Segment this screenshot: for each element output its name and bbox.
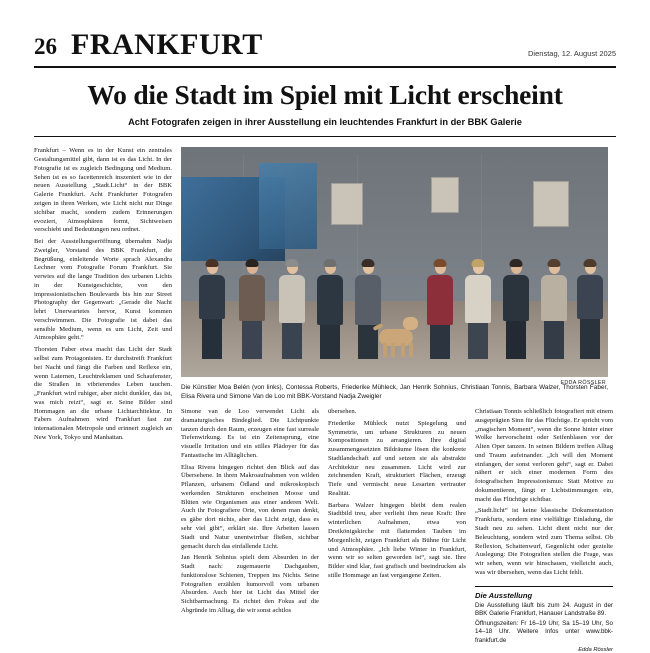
paragraph: Christiaan Tonnis schließlich fotografiert mit einem ausgeprägten Sinn für das Flüchtige. Er spricht vom „magischen Moment“, wenn die Sonne hinter einer Wolke hervorscheint oder Seifenblasen vor der Alten Oper tanzen. In seinen Bildern treffen Alltag und Traum aufeinander. „Ich will den Moment einfangen, der sonst verloren geht“, sagt er. Dabei nähert er sich einer modernen Form des fotografischen Impressionismus: Statt Motive zu dokumentieren, fängt er Lichtstimmungen ein, macht das Flüchtige sichtbar. [475,408,613,503]
info-box-title: Die Ausstellung [475,590,533,600]
person-figure [199,261,225,359]
person-figure [427,261,453,359]
artwork-frame [331,183,363,225]
info-box [475,586,613,653]
paragraph: Thorsten Faber etwa macht das Licht der Stadt selbst zum Protagonisten. Er durchstreift Frankfurt bei Nacht und fängt die Farben und Reflexe ein, wenn Laternen, Leuchtreklamen und Schaufenster, die Straßen in vibrierendes Leben tauchen. „Frankfurt wird ruhiger, aber nicht dunkler, das ist, was mich reizt“, sagt er. Seine Bilder sind Hommagen an die urbane Lichtarchitektur. In Fabers Aufnahmen wird Frankfurt fast zur internationalen Metropole und erinnert zugleich an New York, Tokyo und Manhattan. [34,346,172,441]
photo-caption: Die Künstler Moa Belén (von links), Contessa Roberts, Friederike Mühleck, Jan Henrik Sohnius, Christiaan Tonnis, Barbara Walzer, Thorsten Faber, Elisa Rivera und Simone Van de Loo mit BBK-Vorstand Nadja Zweigler [181,384,608,400]
person-figure [577,261,603,359]
group-photo [181,147,608,377]
paragraph: „Stadt.licht“ ist keine klassische Dokumentation Frankfurts, sondern eine vielfältige Einladung, die Stadt neu zu sehen. Licht dient nicht nur der Beleuchtung, sondern wird zum Thema selbst. Ob Reflexion, Schattenwurf, Gegenlicht oder gezielte Auslegung: Die Fotografien stellen die Frage, was wir sehen, wenn wir hinschauen, vielleicht auch, was wir übersehen, wenn das Licht fehlt. [475,507,613,576]
issue-date: Dienstag, 12. August 2025 [528,49,616,58]
paragraph: Bei der Ausstellungseröffnung übernahm Nadja Zweigler, Vorstand des BBK Frankfurt, die Begrüßung, einleitende Worte sprach Alexandra Lechner vom Fotografie Forum Frankfurt. Sie verwies auf die lange Tradition des urbanen Lichts in der Kunstgeschichte, von den impressionistischen Boulevards bis hin zur Street Photography der Gegenwart: „Gerade die Nacht lehrt Unerwartetes hervor, Kunst kommen verschwimmen. Die Fotografie ist dabei das sensible Medium, wenn es um Licht, Zeit und Atmosphäre geht.“ [34,238,172,342]
paragraph: Frankfurt – Wenn es in der Kunst ein zentrales Gestaltungsmittel gibt, dann ist es das Licht. In der Fotografie ist es zugleich Bedingung und Medium. Sehen ist es so facettenreich inszeniert wie in der neuen Ausstellung „Stadt.Licht“ in der BBK Galerie Frankfurt. Acht Frankfurter Fotografen zeigen in ihren Werken, wie Licht nicht nur Dinge sichtbar macht, sondern zudem Erinnerungen evoziert, Atmosphären formt, Sichtweisen verschiebt und Bedeutungen neu ordnet. [34,147,172,234]
artwork-frame [431,177,459,213]
person-figure [503,261,529,359]
subheadline: Acht Fotografen zeigen in ihrer Ausstellung ein leuchtendes Frankfurt in der BBK Galerie [34,117,616,138]
paragraph: Friederike Mühleck nutzt Spiegelung und Symmetrie, um urbane Strukturen zu neuen Kompositionen zu arrangieren. Ihre digital zusammengesetzten Bildräume lösen die konkrete Stadtlandschaft auf und setzen sie als abstrakte Architektur neu zusammen. Licht wird zur zeichnenden Kraft, strukturiert Flächen, erzeugt Tiefe und vermischt neue Lesarten vertrauter Realität. [328,419,466,497]
lower-columns [181,408,613,653]
person-figure [279,261,305,359]
paragraph: Barbara Walzer hingegen bleibt dem realen Stadtbild treu, aber verlieht ihm neue Kraft: Ihre winterlichen Aufnahmen, etwa von Dreikönigskirche mit flatternden Tauben im Morgenlicht, zeigen Frankfurt als Bühne für Licht und Atmosphäre. „Ich liebe Winter in Frankfurt, wenn wir so selten geworden ist“, sagt sie. Ihre Bilder sind klar, fast grafisch und beeindrucken als stille Hommage an fast vergangene Zeiten. [328,501,466,579]
person-figure [239,261,265,359]
person-figure [465,261,491,359]
info-box-paragraph: Öffnungszeiten: Fr 16–19 Uhr, Sa 15–19 Uhr, So 14–18 Uhr. Weitere Infos unter www.bbk-frankfurt.de [475,620,613,644]
artwork-frame [533,181,569,227]
section-title: FRANKFURT [71,28,263,61]
column-2 [181,408,319,619]
info-box-paragraph: Die Ausstellung läuft bis zum 24. August in der BBK Galerie Frankfurt, Hanauer Landstraße 89. [475,601,613,617]
headline: Wo die Stadt im Spiel mit Licht erscheint [87,79,563,110]
paragraph: Jan Henrik Sohnius spielt dem Absurden in der Stadt nach: zugemauerte Dachgauben, funktionslose Schienen, Treppen ins Nichts. Seine Fotografien erzählen humorvoll vom urbanen Absurden. Auch hier ist Licht das Mittel der Sichtbarmachung. Es richtet den Fokus auf die Abgründe im Alltag, die wir sonst achtlos [181,554,319,614]
paragraph: Elisa Rivera hingegen richtet den Blick auf das Übersehene. In ihren Makroaufnahmen von wilden Pflanzen, urbanem Ödland und mikroskopisch werkenden Strukturen erscheinen Moose und Blüten wie Organismen aus einer anderen Welt. Auch ihr Fotografiere Orte, von denen man denkt, es gäbe dort nichts, aber das Licht zeigt, dass es sehr viel gibt“, erklärt sie. Ihre Arbeiten lassen Stadt und Natur unentwirrbar fließen, sichtbar gemacht durch das einfallende Licht. [181,463,319,550]
article-body [34,147,616,652]
dog [377,313,421,357]
person-figure [541,261,567,359]
blue-banner-secondary [259,163,317,249]
column-center-with-photo [181,147,613,653]
paragraph: übersehen. [328,408,357,416]
page-number: 26 [34,34,57,59]
photo-block [181,147,608,386]
person-figure [317,261,343,359]
column-1 [34,147,172,445]
column-3 [328,408,466,584]
column-4 [475,408,613,653]
masthead-left [34,28,263,62]
photo-credit: EDDA RÖSSLER [560,379,606,386]
paragraph: Simone van de Loo verwendet Licht als dramaturgisches Bindeglied. Die Lichtpunkte tanzen durch den Raum, erzeugen eine fast surreale Tiefenwirkung. Es ist ein Zeitensprung, eine visuelle Irritation und ein stilles Plädoyer für das Fantastische im Alltäglichen. [181,408,319,459]
masthead [34,28,616,68]
author-signature: Edda Rössler [578,646,613,653]
